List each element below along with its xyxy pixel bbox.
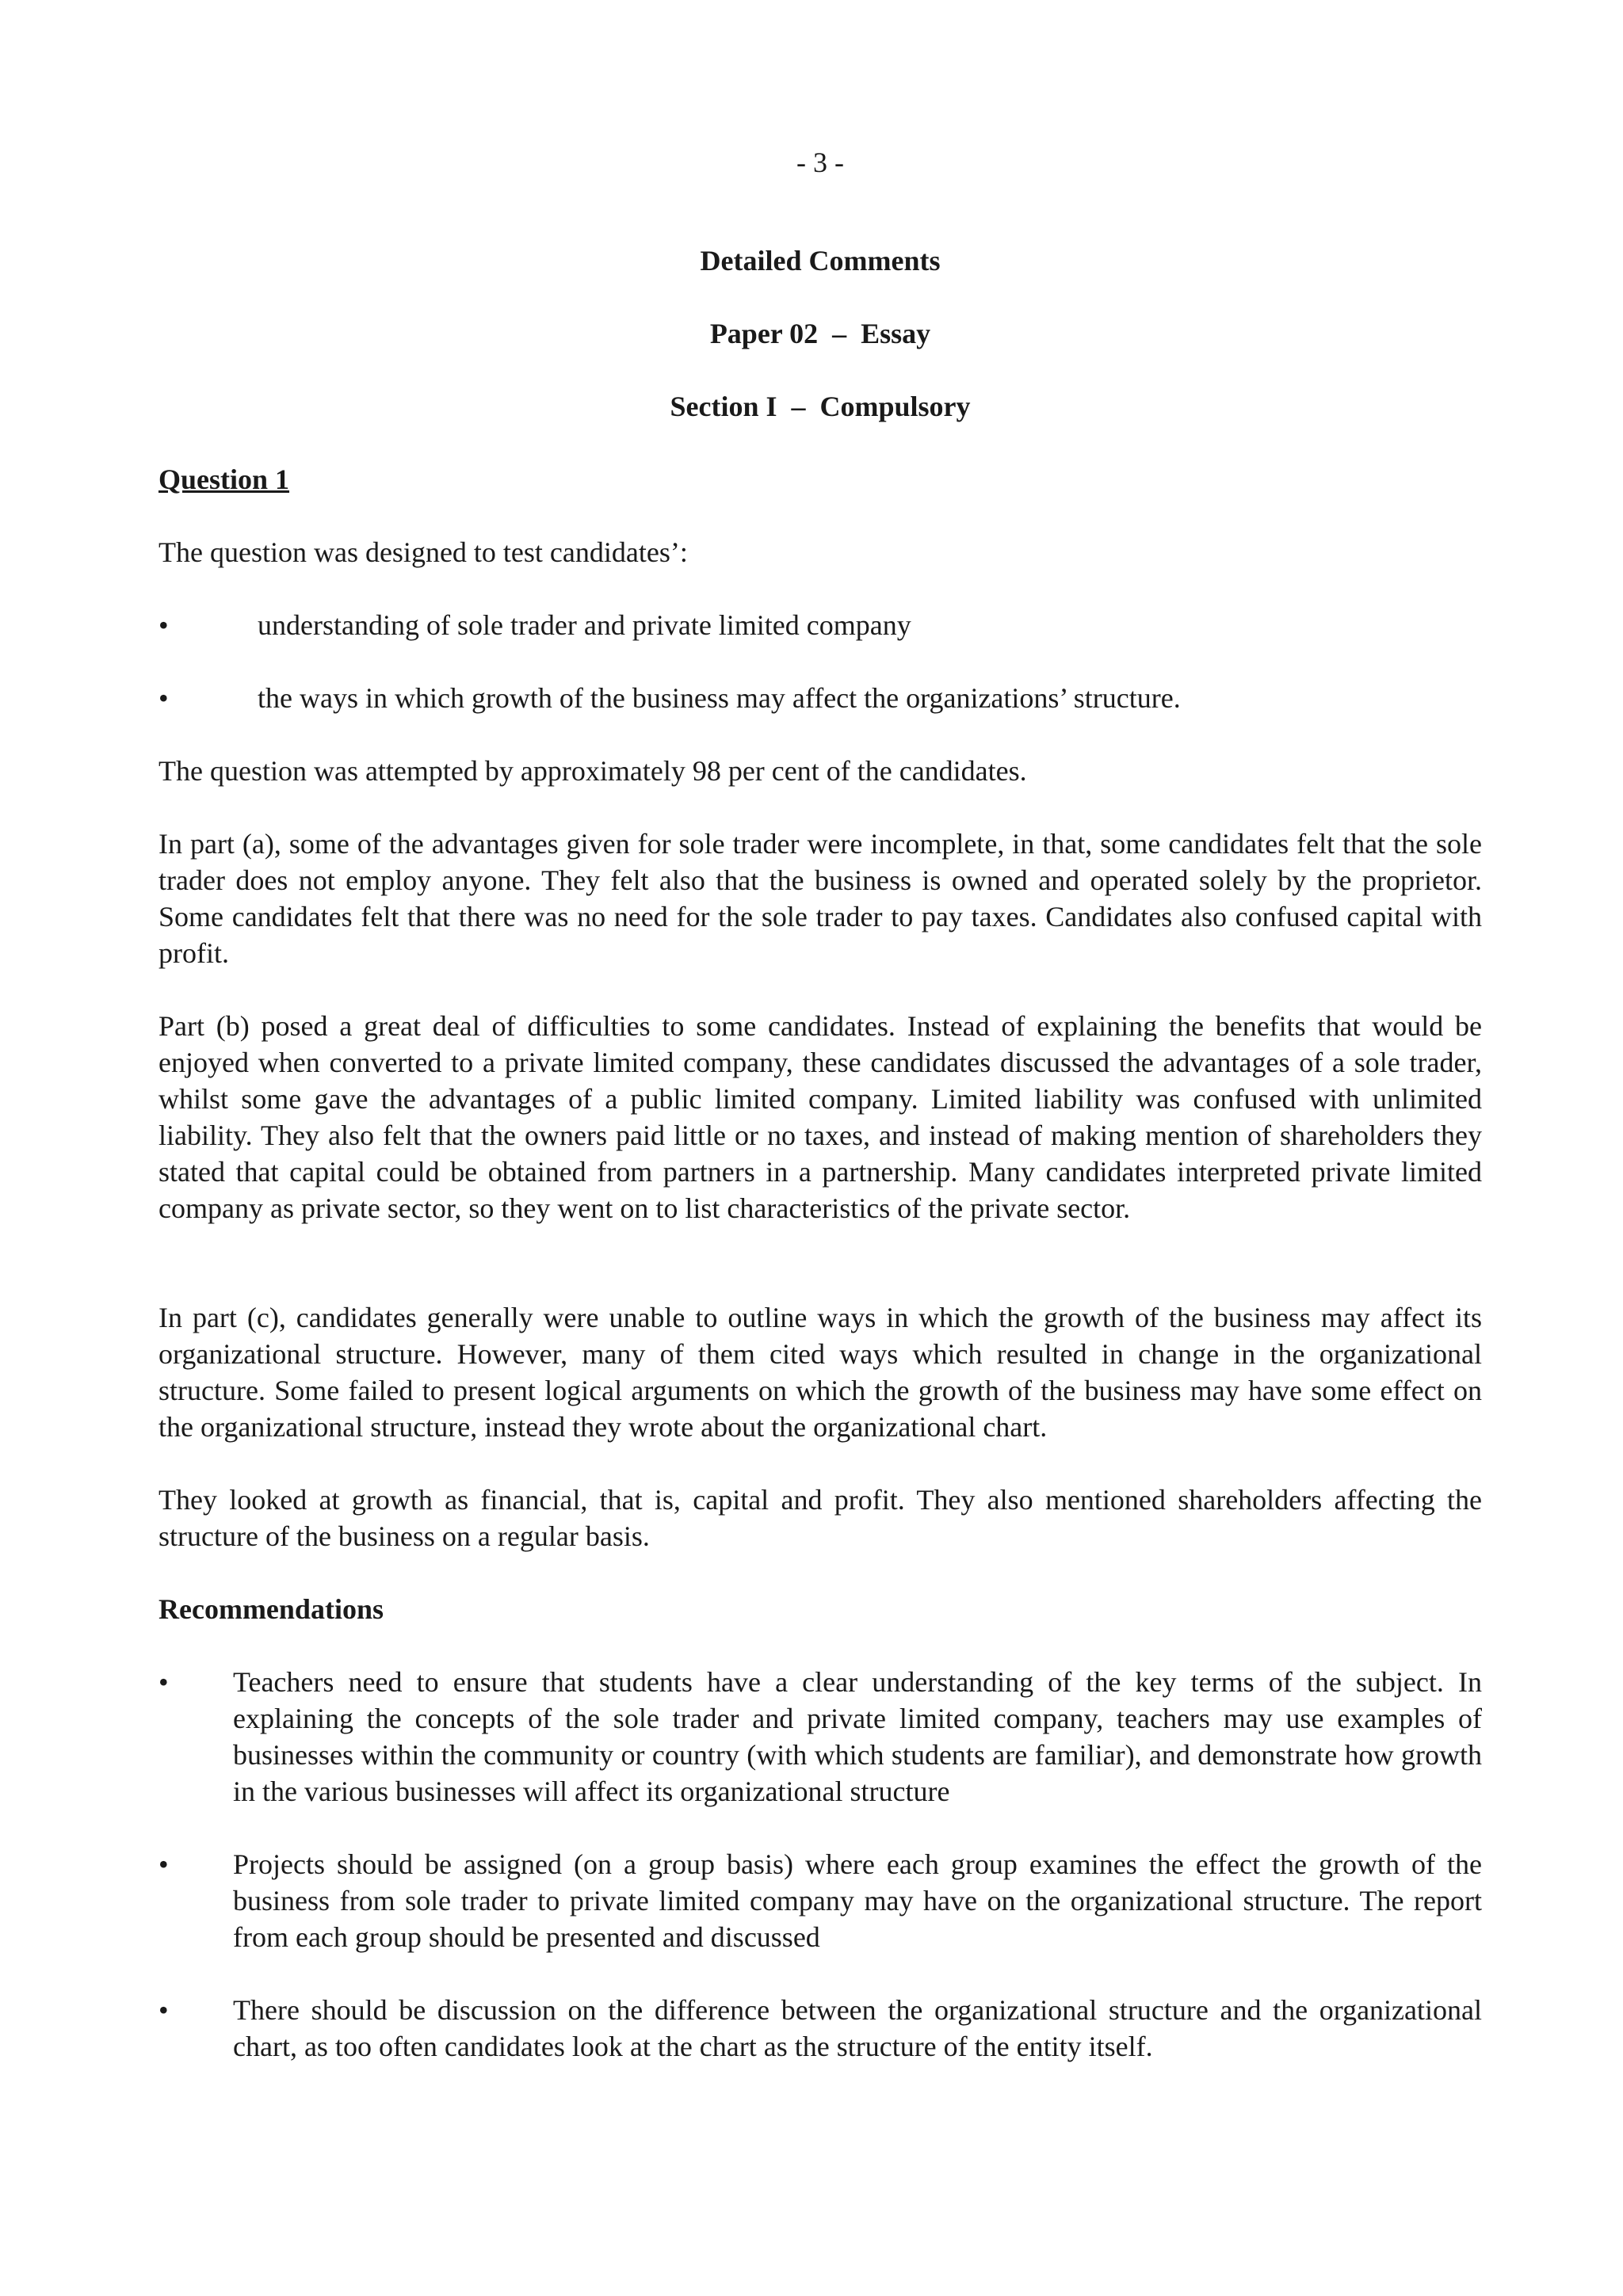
objective-item: the ways in which growth of the business may affect the organizations’ structure. — [258, 682, 1181, 714]
section-heading: Section I – Compulsory — [670, 391, 971, 422]
attempted-note: The question was attempted by approximately 98 per cent of the candidates. — [158, 755, 1027, 787]
recommendation-item: Projects should be assigned (on a group basis) where each group examines the effect the growth of the business from sole trader to private limited company may have on the organizational structure. The report from each group should be presented and discussed — [233, 1848, 1482, 1953]
question-intro: The question was designed to test candidates’: — [158, 536, 688, 568]
recommendation-item: Teachers need to ensure that students have a clear understanding of the key terms of the subject. In explaining the concepts of the sole trader and private limited company, teachers may use examples of businesses within the community or country (with which students are familiar), and demonstrate how growth in the various businesses will affect its organizational structure — [233, 1666, 1482, 1807]
part-a-paragraph: In part (a), some of the advantages given for sole trader were incomplete, in that, some candidates felt that the sole trader does not employ anyone. They felt also that the business is owned and operated solely by the proprietor. Some candidates felt that there was no need for the sole trader to pay taxes. Candidates also confused capital with profit. — [158, 828, 1482, 969]
objective-item: understanding of sole trader and private limited company — [258, 609, 911, 641]
paper-heading: Paper 02 – Essay — [709, 318, 931, 349]
question-label: Question 1 — [158, 463, 290, 495]
bullet-icon: • — [158, 609, 169, 641]
recommendation-item: There should be discussion on the difference between the organizational structure and the organizational chart, as too often candidates look at the chart as the structure of the entity itself. — [233, 1994, 1482, 2062]
part-b-paragraph: Part (b) posed a great deal of difficulties to some candidates. Instead of explaining the benefits that would be enjoyed when converted to a private limited company, these candidates discussed the advantages of a sole trader, whilst some gave the advantages of a public limited company. Limited liability was confused with unlimited liability. They also felt that the owners paid little or no taxes, and instead of making mention of shareholders they stated that capital could be obtained from partners in a partnership. Many candidates interpreted private limited company as private sector, so they went on to list characteristics of the private sector. — [158, 1010, 1482, 1224]
bullet-icon: • — [158, 1994, 169, 2026]
growth-paragraph: They looked at growth as financial, that is, capital and profit. They also mentioned shareholders affecting the structure of the business on a regular basis. — [158, 1484, 1482, 1552]
bullet-icon: • — [158, 682, 169, 714]
page-number: - 3 - — [796, 147, 844, 178]
page-title: Detailed Comments — [700, 245, 941, 277]
bullet-icon: • — [158, 1848, 169, 1880]
part-c-paragraph: In part (c), candidates generally were unable to outline ways in which the growth of the business may affect its organizational structure. However, many of them cited ways which resulted in change in the organizational structure. Some failed to present logical arguments on which the growth of the business may have some effect on the organizational structure, instead they wrote about the organizational chart. — [158, 1302, 1482, 1443]
bullet-icon: • — [158, 1666, 169, 1698]
recommendations-heading: Recommendations — [158, 1593, 384, 1625]
